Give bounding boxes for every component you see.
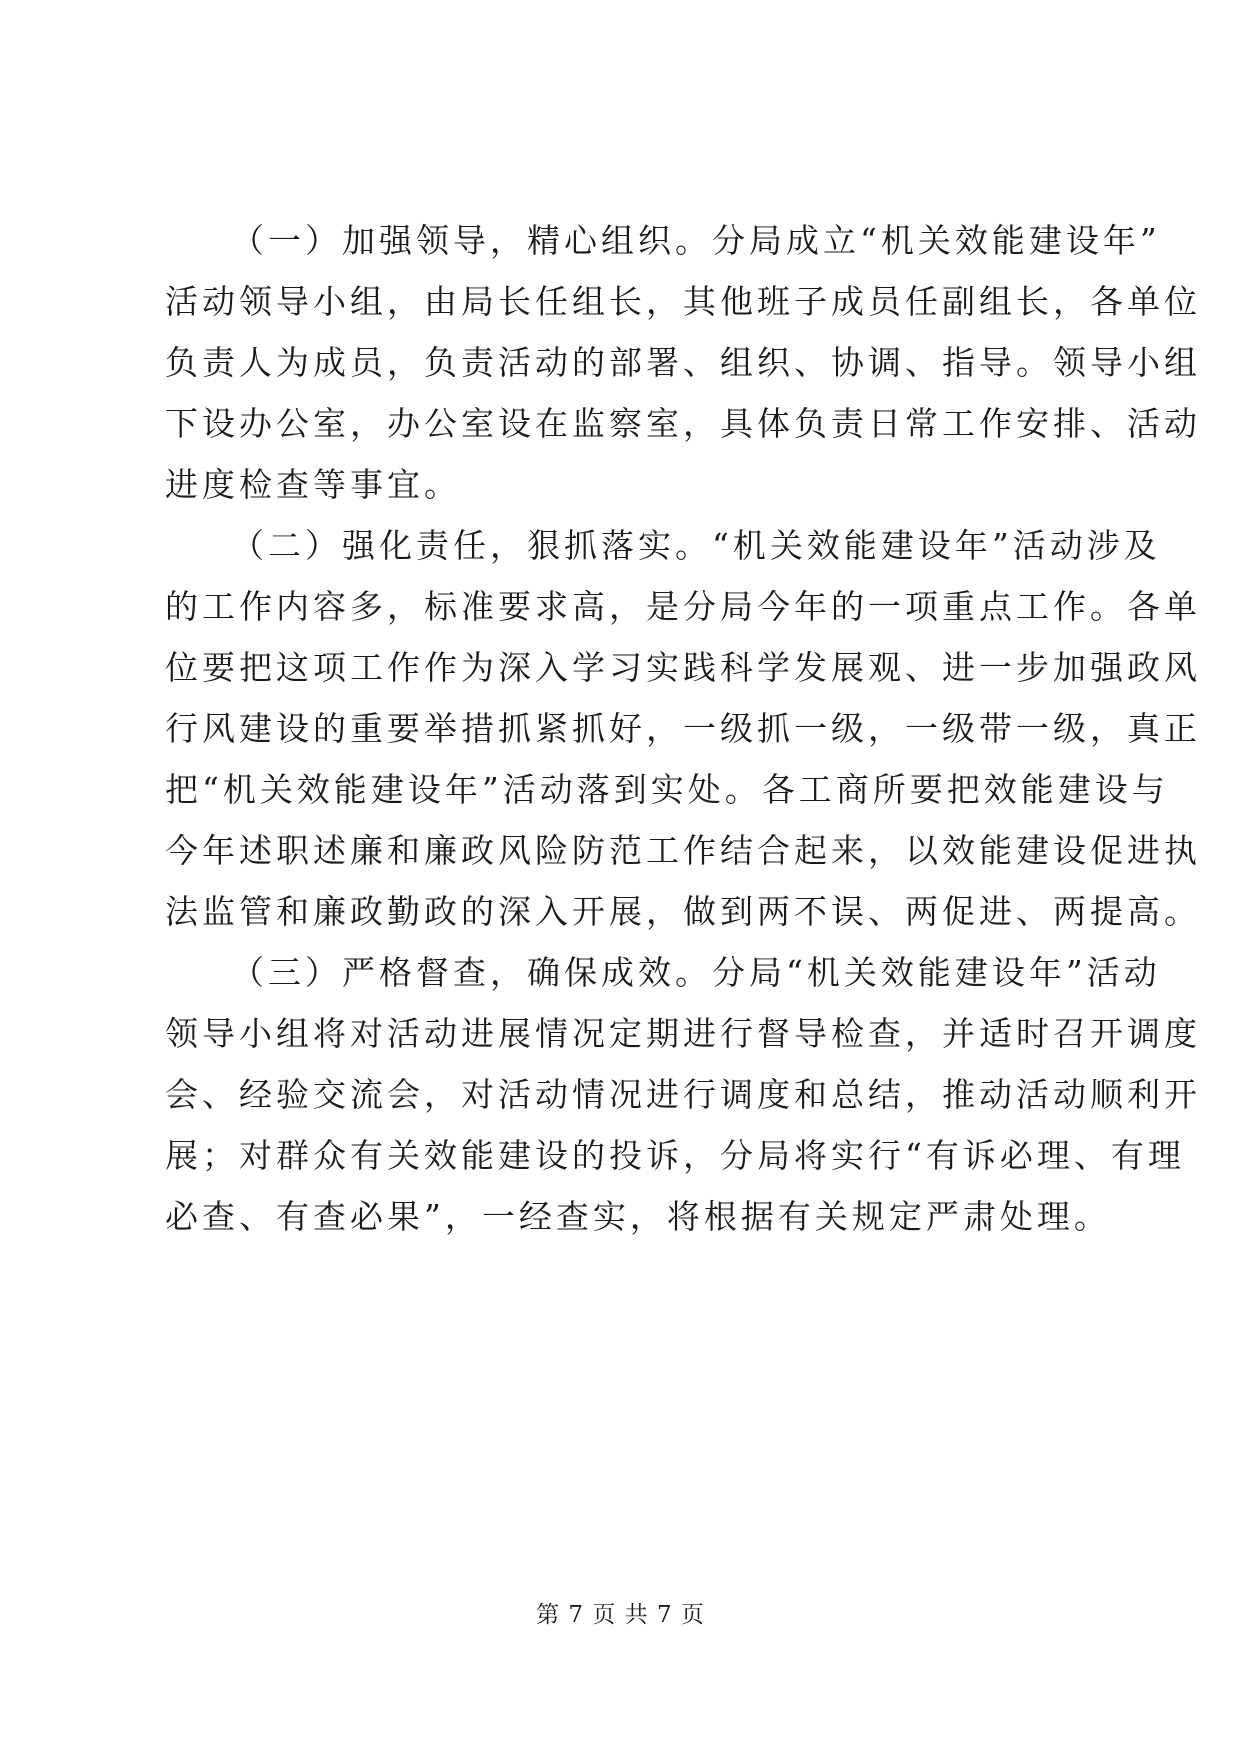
paragraph-line: （一）加强领导，精心组织。分局成立“机关效能建设年” (231, 221, 1161, 260)
paragraph-line: 活动领导小组，由局长任组长，其他班子成员任副组长，各单位 (165, 282, 1201, 321)
body-text (165, 210, 1201, 1247)
paragraph-line: （二）强化责任，狠抓落实。“机关效能建设年”活动涉及 (231, 526, 1161, 565)
paragraph-line: 的工作内容多，标准要求高，是分局今年的一项重点工作。各单 (165, 587, 1201, 626)
paragraph-line: 行风建设的重要举措抓紧抓好，一级抓一级，一级带一级，真正 (165, 709, 1201, 748)
paragraph-line: 负责人为成员，负责活动的部署、组织、协调、指导。领导小组 (165, 343, 1201, 382)
page-number-footer: 第 7 页 共 7 页 (536, 1602, 705, 1628)
paragraph-line: 进度检查等事宜。 (165, 465, 461, 504)
paragraph-3 (165, 942, 1201, 1247)
paragraph-1 (165, 210, 1201, 515)
paragraph-2 (165, 515, 1201, 942)
paragraph-line: 会、经验交流会，对活动情况进行调度和总结，推动活动顺利开 (165, 1075, 1201, 1114)
paragraph-line: 展；对群众有关效能建设的投诉，分局将实行“有诉必理、有理 (165, 1136, 1185, 1175)
paragraph-line: 法监管和廉政勤政的深入开展，做到两不误、两促进、两提高。 (165, 892, 1201, 931)
paragraph-line: 把“机关效能建设年”活动落到实处。各工商所要把效能建设与 (165, 770, 1169, 809)
paragraph-line: （三）严格督查，确保成效。分局“机关效能建设年”活动 (231, 953, 1161, 992)
paragraph-line: 必查、有查必果”，一经查实，将根据有关规定严肃处理。 (165, 1197, 1111, 1236)
paragraph-line: 今年述职述廉和廉政风险防范工作结合起来，以效能建设促进执 (165, 831, 1201, 870)
paragraph-line: 位要把这项工作作为深入学习实践科学发展观、进一步加强政风 (165, 648, 1201, 687)
paragraph-line: 下设办公室，办公室设在监察室，具体负责日常工作安排、活动 (165, 404, 1201, 443)
paragraph-line: 领导小组将对活动进展情况定期进行督导检查，并适时召开调度 (165, 1014, 1201, 1053)
